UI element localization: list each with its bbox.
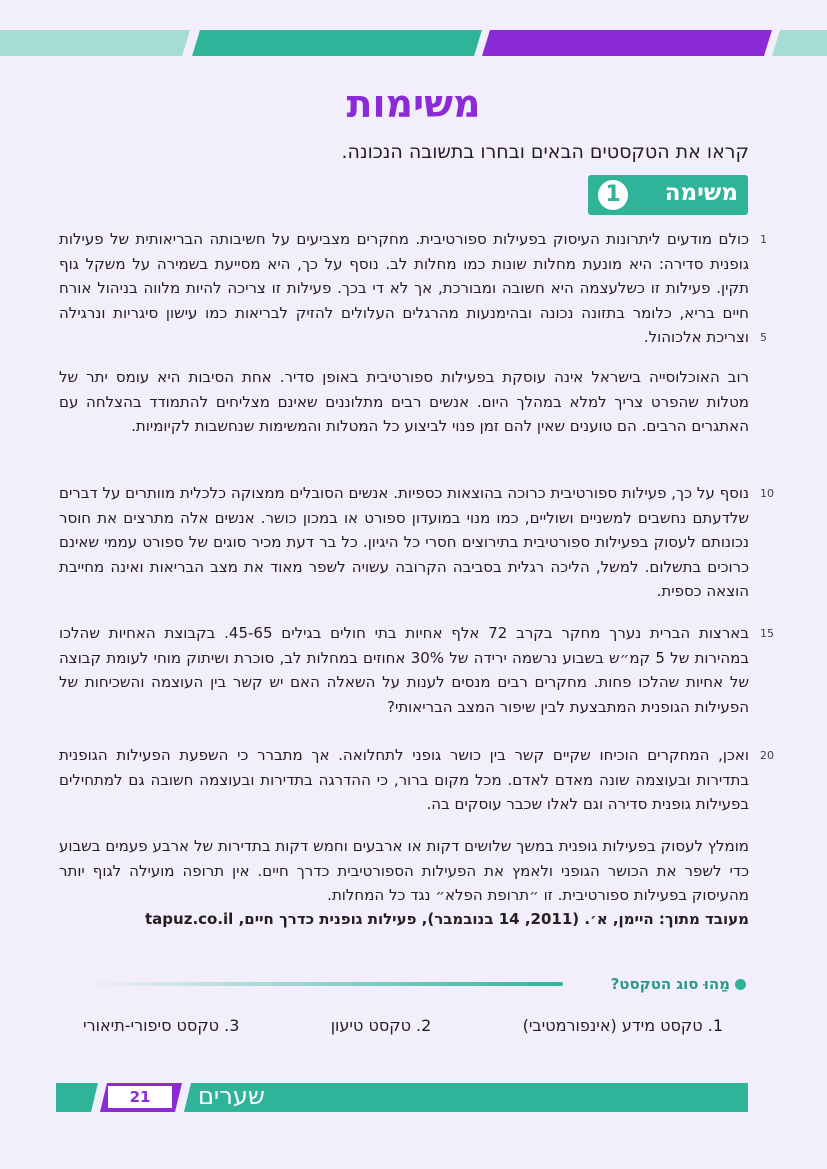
- paragraph: [59, 743, 749, 817]
- paragraph: [59, 621, 749, 719]
- line-number: 10: [760, 487, 774, 500]
- answer-option-2[interactable]: 2. טקסט טיעון: [330, 1016, 432, 1035]
- header-band-segment-3: [482, 30, 772, 56]
- paragraph-text: נוסף על כך, פעילות ספורטיבית כרוכה בהוצאות כספיות. אנשים הסובלים ממצוקה כלכלית מוותרים על דברים שלדעתם נחשבים למשניים ושוליים, כמו מנוי במועדון ספורט או במכון כושר. אנשים אלה מתרצים את חוסר נכונותם לעסוק בפעילות ספורטיבית בתירוצים חסרי כל היגיון. כל בר דעת מכיר סוגים של ספורט עממי שאינם כרוכים בתשלום. למשל, הליכה רגלית בסביבה הקרובה עשויה לשפר מאוד את מצב הבריאות ואינה מחייבת הוצאה כספית.: [59, 484, 749, 600]
- task-label: משימה: [664, 180, 738, 206]
- line-number: 15: [760, 627, 774, 640]
- paragraph-text: בארצות הברית נערך מחקר בקרב 72 אלף אחיות בתי חולים בגילים 45-65. בקבוצת האחיות שהלכו במהירות של 5 קמ״ש בשבוע נרשמה ירידה של 30% אחוזים במחלות לב, סוכרת ושיתוק מוחי לעומת קבוצה של אחיות שהלכו פחות. מחקרים רבים מנסים לענות על השאלה האם יש קשר בין העוצמה והשכיחות של הפעילות הגופנית המתבצעת לבין שיפור המצב הבריאותי?: [59, 624, 749, 716]
- paragraph: [59, 481, 749, 604]
- instructions: קראו את הטקסטים הבאים ובחרו בתשובה הנכונה.: [341, 141, 749, 163]
- paragraph-text: מומלץ לעסוק בפעילות גופנית במשך שלושים דקות או ארבעים וחמש דקות בתדירות של ארבע פעמים בשבוע כדי לשפר את הכושר הגופני ולאמץ את הפעילות הספורטיבית כדרך חיים. אין תרופה מועילה לגוף יותר מהעיסוק בפעילות ספורטיבית. זו ״תרופת הפלא״ נגד כל המחלות.: [59, 837, 749, 904]
- paragraph: [59, 227, 749, 350]
- task-badge: [588, 175, 748, 215]
- line-number: 20: [760, 749, 774, 762]
- header-band-segment-2: [192, 30, 482, 56]
- footer-band-segment-1: [56, 1083, 98, 1112]
- answer-option-3[interactable]: 3. טקסט סיפורי-תיאורי: [83, 1016, 240, 1035]
- page-number: 21: [108, 1086, 172, 1108]
- line-number: 1: [760, 233, 767, 246]
- page-title: משימות: [346, 82, 481, 126]
- question-divider: [88, 982, 563, 986]
- question-text: מַהוּ סוג הטקסט?: [610, 975, 730, 993]
- paragraph-text: ואכן, המחקרים הוכיחו שקיים קשר בין כושר גופני לתחלואה. אך מתברר כי השפעת הפעילות הגופנית בתדירות ובעוצמה שונה מאדם לאדם. מכל מקום ברור, כי ההדרגה בתדירות ובעוצמה חשובה גם למתחילים בפעילות גופנית סדירה וגם לאלו שכבר עוסקים בה.: [59, 746, 749, 813]
- brand-label: שערים: [198, 1082, 265, 1110]
- source-site: tapuz.co.il: [145, 910, 234, 928]
- source-citation: [59, 910, 749, 928]
- answer-options: [83, 1016, 723, 1035]
- footer-band-segment-3: [184, 1083, 748, 1112]
- paragraph-text: כולם מודעים ליתרונות העיסוק בפעילות ספורטיבית. מחקרים מצביעים על חשיבותה הבריאותית של פעילות גופנית סדירה: היא מונעת מחלות שונות כמו מחלות לב. נוסף על כך, היא מסייעת בשמירה על משקל גוף תקין. פעילות זו כשלעצמה היא חשובה ומבורכת, אך לא די בכך. פעילות זו צריכה להיות מלווה בניהול אורח חיים בריא, כלומר בתזונה נכונה ובהימנעות מהרגלים העלולים להזיק לבריאות כמו עישון סיגריות ונרגילה וצריכת אלכוהול.: [59, 230, 749, 346]
- header-band-segment-4: [772, 30, 827, 56]
- source-prefix: מעובד מתוך: היימן, א׳. (2011, 14 בנובמבר), פעילות גופנית כדרך חיים,: [238, 910, 749, 928]
- paragraph: [59, 834, 749, 908]
- bullet-icon: [735, 979, 746, 990]
- answer-option-1[interactable]: 1. טקסט מידע (אינפורמטיבי): [522, 1016, 723, 1035]
- line-number: 5: [760, 331, 767, 344]
- task-number: 1: [598, 180, 628, 210]
- header-band-segment-1: [0, 30, 190, 56]
- paragraph-text: רוב האוכלוסייה בישראל אינה עוסקת בפעילות ספורטיבית באופן סדיר. אחת הסיבות היא עומס יתר של מטלות שהפרט צריך למלא במהלך היום. אנשים רבים מתלוננים שאינם מצליחים להתמודד בהצלחה עם האתגרים הרבים. הם טוענים שאין להם זמן פנוי לביצוע כל המטלות והמשימות שנחשבות לקיומיות.: [59, 368, 749, 435]
- paragraph: [59, 365, 749, 439]
